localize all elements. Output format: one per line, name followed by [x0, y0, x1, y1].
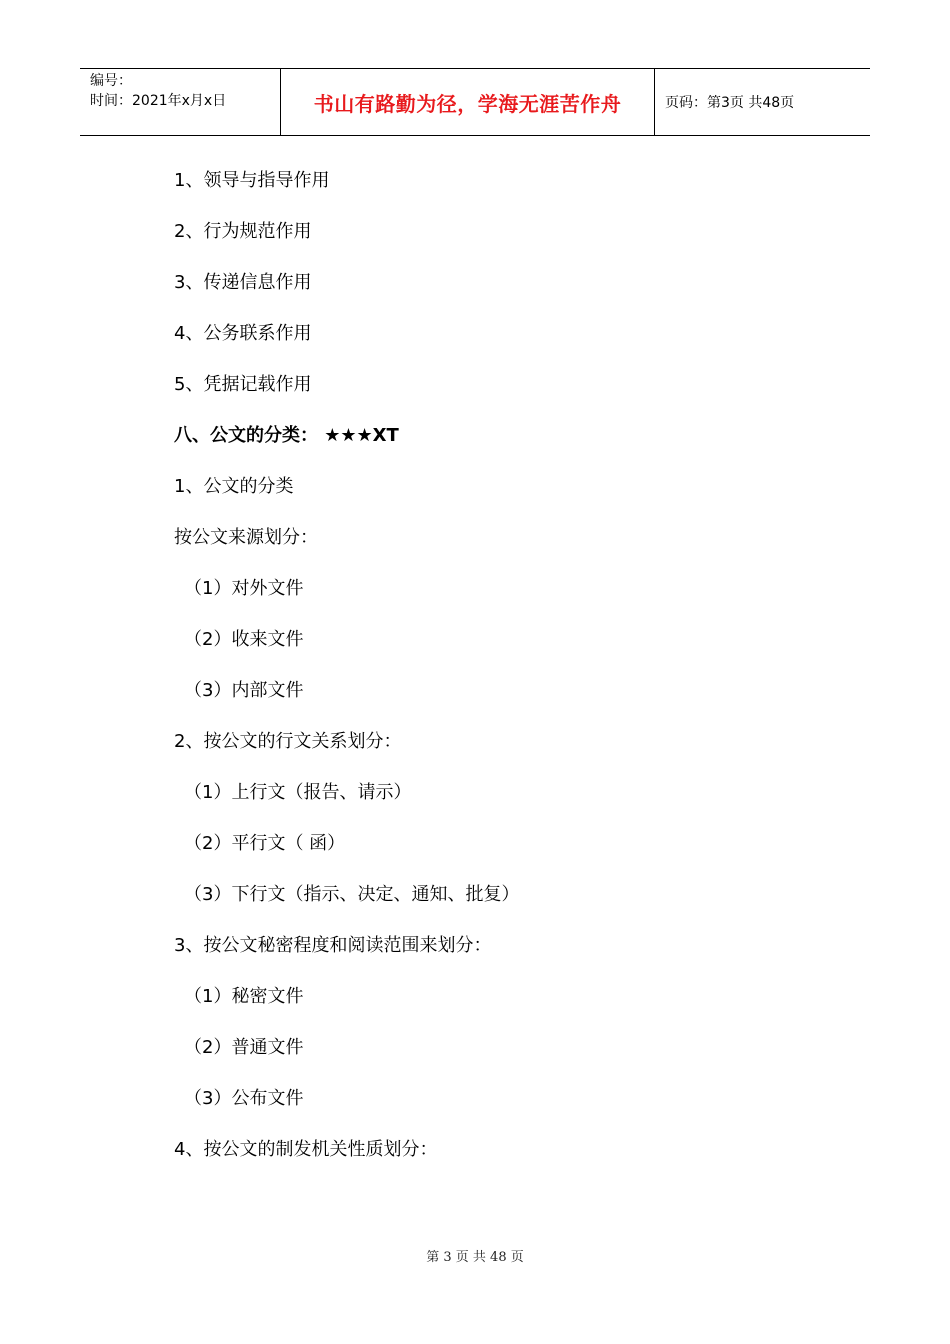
body-line: 1、领导与指导作用 — [174, 170, 330, 191]
document-body — [174, 168, 824, 1188]
document-number-label: 编号： — [90, 73, 132, 89]
body-line: 2、行为规范作用 — [174, 221, 312, 242]
header-motto: 书山有路勤为径，学海无涯苦作舟 — [313, 91, 622, 116]
list-item: （2）平行文（ 函） — [184, 833, 346, 854]
body-line: 1、公文的分类 — [174, 476, 294, 497]
section-heading: 八、公文的分类： ★★★XT — [174, 425, 399, 446]
document-time-label: 时间：2021年x月x日 — [90, 93, 227, 109]
list-item: （1）上行文（报告、请示） — [184, 782, 412, 803]
header-meta-cell — [80, 69, 281, 135]
body-line: 3、传递信息作用 — [174, 272, 312, 293]
list-item: （3）内部文件 — [184, 680, 304, 701]
header-table — [80, 68, 870, 136]
header-page-info: 页码：第3页 共48页 — [665, 95, 795, 111]
body-line: 按公文来源划分： — [174, 527, 318, 548]
list-item: （1）对外文件 — [184, 578, 304, 599]
header-motto-cell — [281, 69, 655, 135]
list-item: （3）公布文件 — [184, 1088, 304, 1109]
list-item: （2）普通文件 — [184, 1037, 304, 1058]
body-line: 5、凭据记载作用 — [174, 374, 312, 395]
header-page-cell — [655, 69, 870, 135]
list-item: （1）秘密文件 — [184, 986, 304, 1007]
list-item: （3）下行文（指示、决定、通知、批复） — [184, 884, 520, 905]
list-item: （2）收来文件 — [184, 629, 304, 650]
page-footer: 第 3 页 共 48 页 — [426, 1250, 524, 1265]
body-line: 3、按公文秘密程度和阅读范围来划分： — [174, 935, 492, 956]
body-line: 4、按公文的制发机关性质划分： — [174, 1139, 438, 1160]
body-line: 4、公务联系作用 — [174, 323, 312, 344]
body-line: 2、按公文的行文关系划分： — [174, 731, 402, 752]
